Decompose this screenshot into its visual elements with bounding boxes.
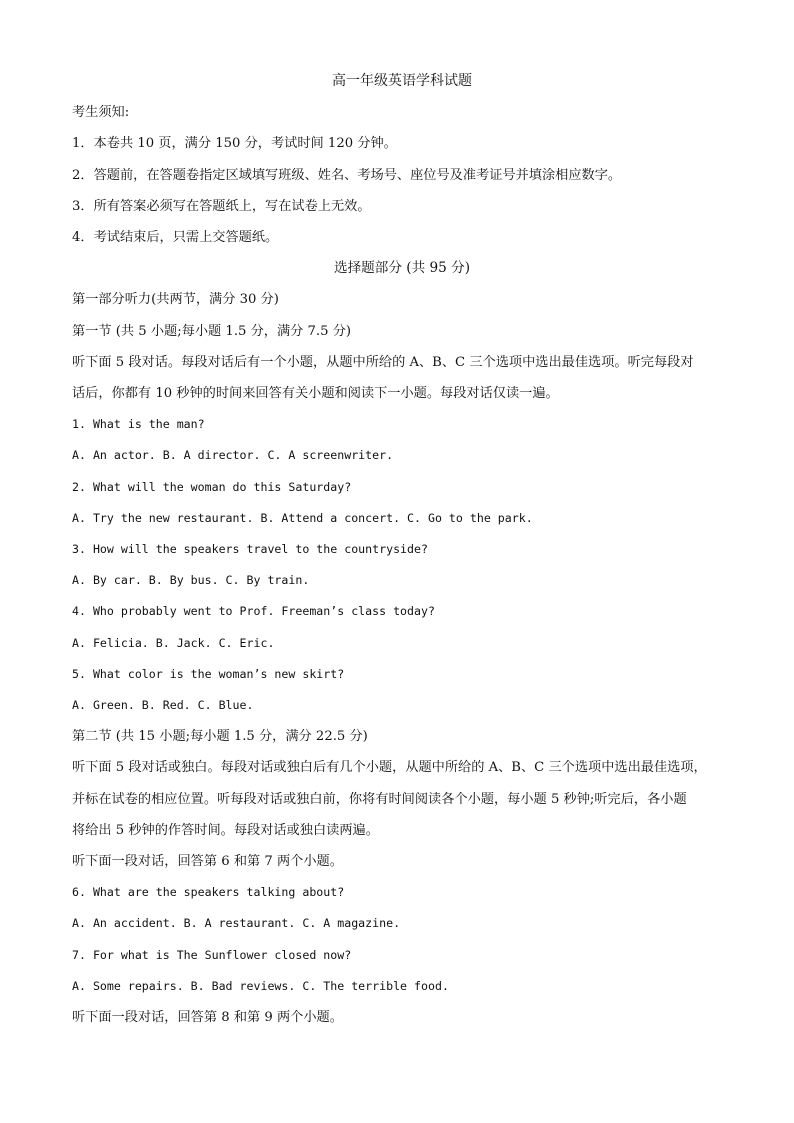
question-text: 6. What are the speakers talking about? [72,885,345,900]
question-options: A. Try the new restaurant. B. Attend a concert. C. Go to the park. [72,510,533,525]
section2-instructions: 听下面 5 段对话或独白。每段对话或独白后有几个小题，从题中所给的 A、B、C 三个选项中选出最佳选项， [72,760,707,776]
notice-item: 1．本卷共 10 页，满分 150 分，考试时间 120 分钟。 [72,136,397,152]
page-title: 高一年级英语学科试题 [332,73,472,89]
question-text: 1. What is the man? [72,417,205,432]
notice-heading: 考生须知: [72,105,130,121]
notice-item: 2．答题前，在答题卷指定区域填写班级、姓名、考场号、座位号及准考证号并填涂相应数字。 [72,167,622,183]
section2-instructions: 并标在试卷的相应位置。听每段对话或独白前，你将有时间阅读各个小题，每小题 5 秒钟;听完后，各小题 [72,791,687,807]
notice-item: 4．考试结束后，只需上交答题纸。 [72,230,279,246]
group-prompt: 听下面一段对话，回答第 8 和第 9 两个小题。 [72,1010,343,1026]
part-title: 第一部分听力(共两节，满分 30 分) [72,292,279,308]
question-options: A. An actor. B. A director. C. A screenwriter. [72,448,394,463]
section1-title: 第一节 (共 5 小题;每小题 1.5 分，满分 7.5 分) [72,323,352,339]
question-options: A. By car. B. By bus. C. By train. [72,573,310,588]
question-options: A. An accident. B. A restaurant. C. A magazine. [72,916,401,931]
section2-title: 第二节 (共 15 小题;每小题 1.5 分，满分 22.5 分) [72,729,368,745]
question-text: 3. How will the speakers travel to the countryside? [72,542,428,557]
notice-item: 3．所有答案必须写在答题纸上，写在试卷上无效。 [72,198,371,214]
group-prompt: 听下面一段对话，回答第 6 和第 7 两个小题。 [72,854,343,870]
question-options: A. Felicia. B. Jack. C. Eric. [72,635,275,650]
section1-instructions: 话后，你都有 10 秒钟的时间来回答有关小题和阅读下一小题。每段对话仅读一遍。 [72,386,559,402]
question-text: 7. For what is The Sunflower closed now? [72,947,352,962]
section2-instructions: 将给出 5 秒钟的作答时间。每段对话或独白读两遍。 [72,822,379,838]
question-text: 4. Who probably went to Prof. Freeman’s class today? [72,604,435,619]
question-options: A. Green. B. Red. C. Blue. [72,698,254,713]
exam-page [72,66,732,1033]
section-title: 选择题部分 (共 95 分) [333,260,471,277]
question-options: A. Some repairs. B. Bad reviews. C. The terrible food. [72,978,449,993]
section1-instructions: 听下面 5 段对话。每段对话后有一个小题，从题中所给的 A、B、C 三个选项中选出最佳选项。听完每段对 [72,354,694,370]
question-text: 2. What will the woman do this Saturday? [72,479,352,494]
question-text: 5. What color is the woman’s new skirt? [72,666,345,681]
